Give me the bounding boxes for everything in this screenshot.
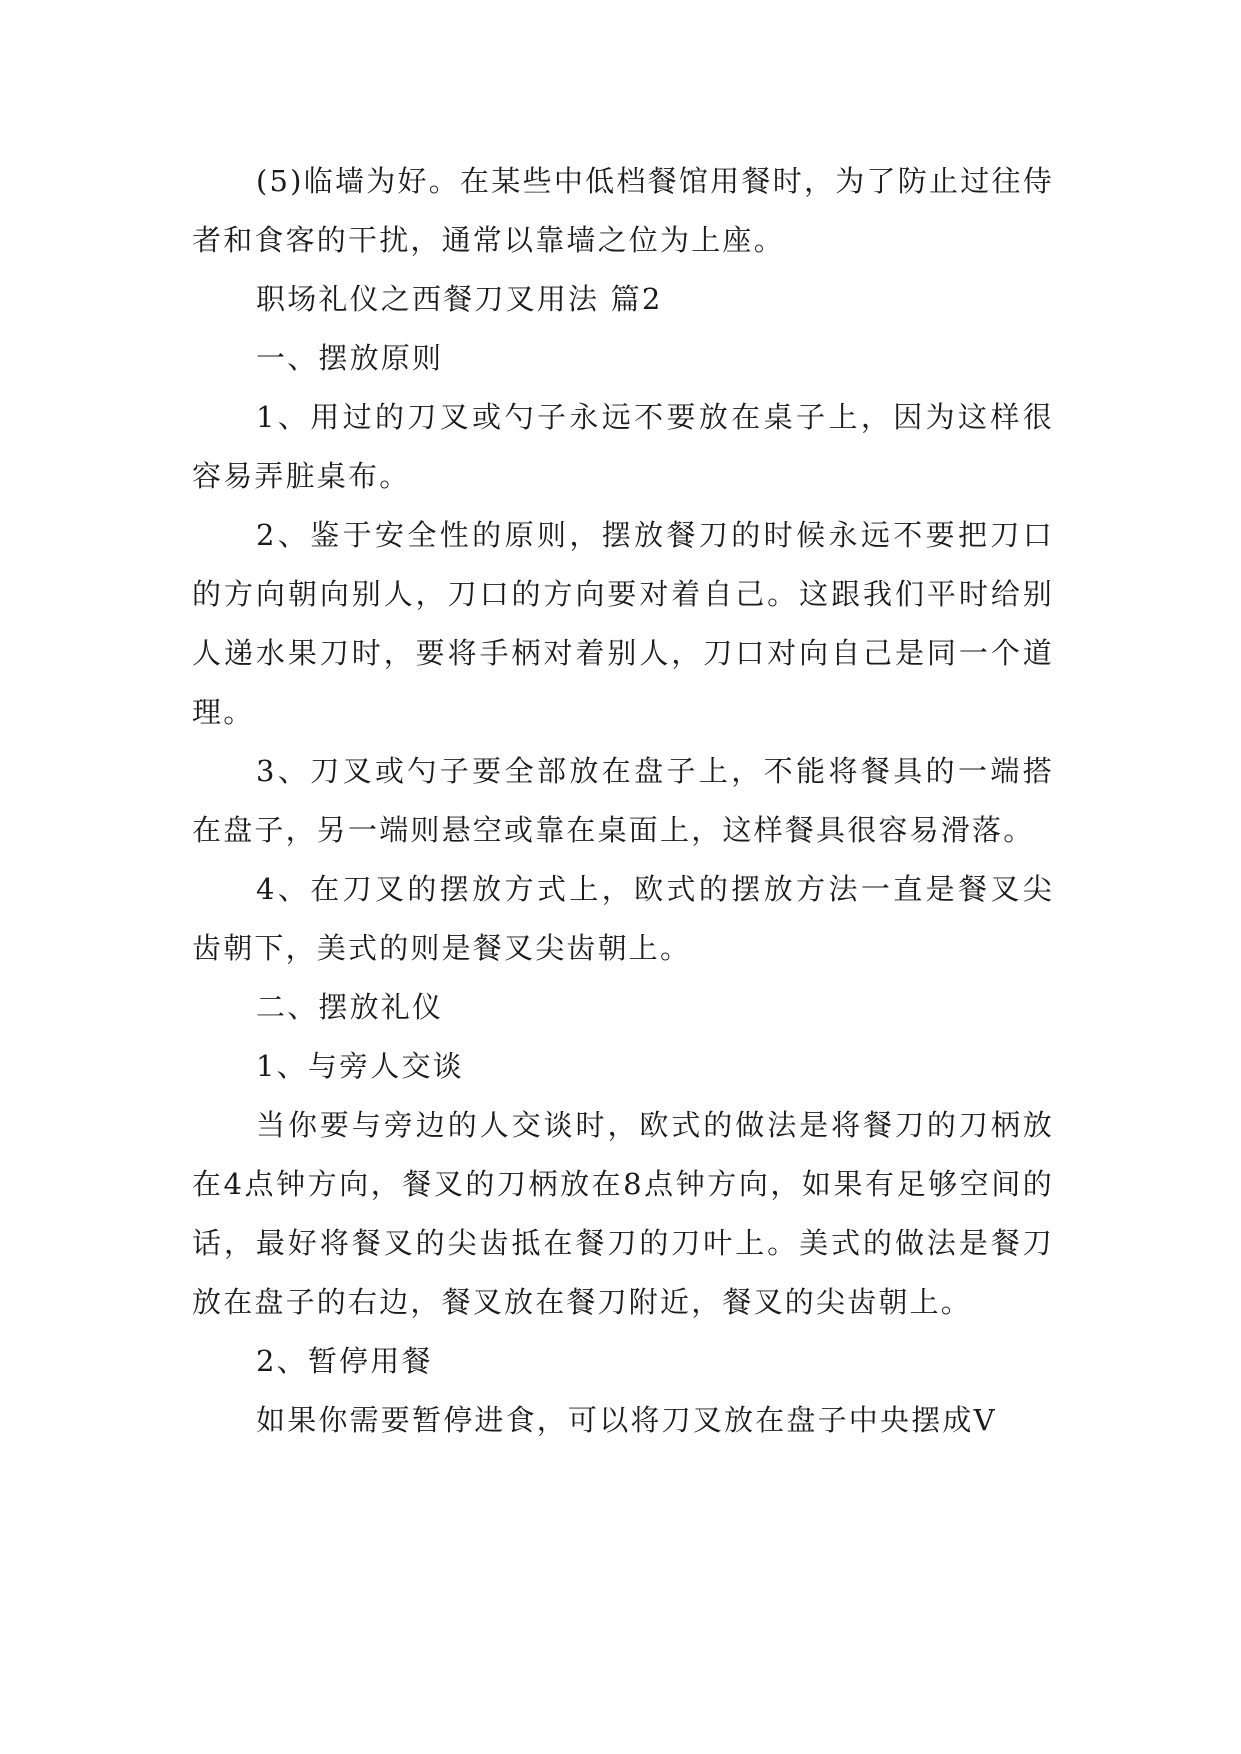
heading-placement-principles: 一、摆放原则 <box>256 341 444 375</box>
heading-placement-etiquette: 二、摆放礼仪 <box>256 990 444 1024</box>
paragraph-principle-2: 2、鉴于安全性的原则，摆放餐刀的时候永远不要把刀口的方向朝向别人，刀口的方向要对着自己。这跟我们平时给别人递水果刀时，要将手柄对着别人，刀口对向自己是同一个道理。 <box>192 518 1054 729</box>
paragraph-pause: 如果你需要暂停进食，可以将刀叉放在盘子中央摆成V <box>256 1403 997 1437</box>
paragraph-talking: 当你要与旁边的人交谈时，欧式的做法是将餐刀的刀柄放在4点钟方向，餐叉的刀柄放在8点钟方向，如果有足够空间的话，最好将餐叉的尖齿抵在餐刀的刀叶上。美式的做法是餐刀放在盘子的右边，餐叉放在餐刀附近，餐叉的尖齿朝上。 <box>192 1108 1054 1319</box>
paragraph-principle-3: 3、刀叉或勺子要全部放在盘子上，不能将餐具的一端搭在盘子，另一端则悬空或靠在桌面上，这样餐具很容易滑落。 <box>192 754 1054 847</box>
document-body <box>192 152 1054 1450</box>
paragraph-wall-seat: (5)临墙为好。在某些中低档餐馆用餐时，为了防止过往侍者和食客的干扰，通常以靠墙之位为上座。 <box>192 164 1054 257</box>
subheading-talking: 1、与旁人交谈 <box>256 1049 464 1083</box>
paragraph-principle-4: 4、在刀叉的摆放方式上，欧式的摆放方法一直是餐叉尖齿朝下，美式的则是餐叉尖齿朝上。 <box>192 872 1054 965</box>
subheading-pause: 2、暂停用餐 <box>256 1344 433 1378</box>
section-title: 职场礼仪之西餐刀叉用法 篇2 <box>256 282 663 316</box>
paragraph-principle-1: 1、用过的刀叉或勺子永远不要放在桌子上，因为这样很容易弄脏桌布。 <box>192 400 1054 493</box>
